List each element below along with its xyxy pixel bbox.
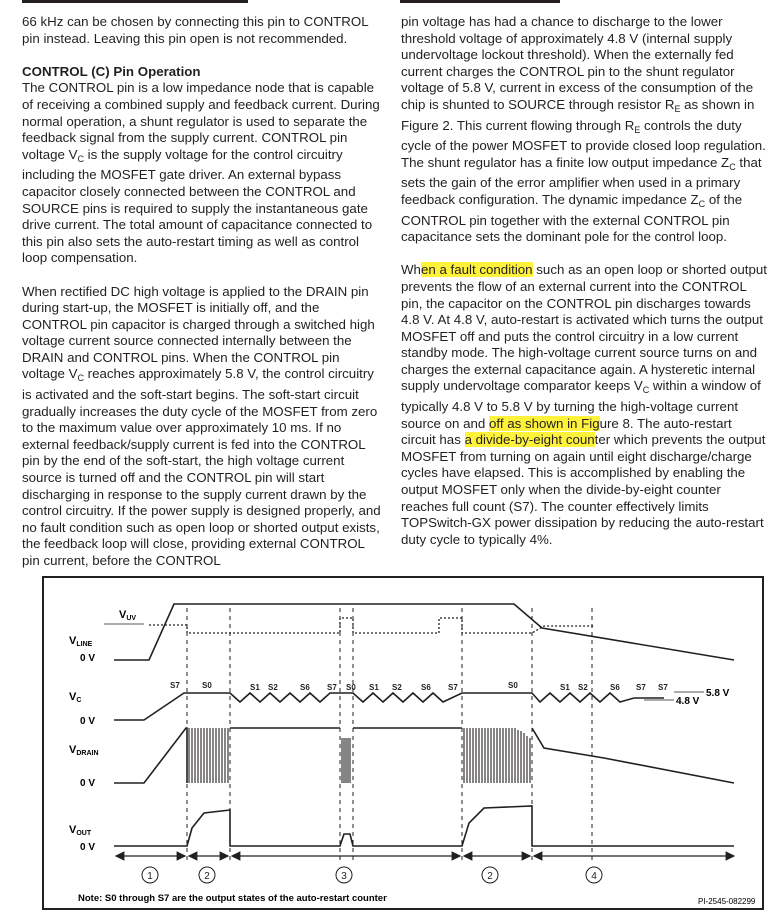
state-label: S0 bbox=[508, 681, 518, 690]
figure-note: Note: S0 through S7 are the output states of the auto-restart counter bbox=[78, 893, 387, 904]
figure-code: PI-2545-082299 bbox=[698, 897, 756, 906]
state-label: S2 bbox=[392, 683, 402, 692]
v48-label: 4.8 V bbox=[676, 696, 700, 707]
top-rule-right bbox=[400, 0, 560, 3]
vc-trace bbox=[114, 693, 664, 720]
left-column bbox=[22, 14, 384, 570]
state-label: S6 bbox=[421, 683, 431, 692]
section-heading: CONTROL (C) Pin Operation bbox=[22, 63, 201, 79]
startup-paragraph: When rectified DC high voltage is applied to the DRAIN pin during start-up, the MOSFET is initially off, and the CONTROL pin capacitor is charged through a switched high voltage current source connected internally between the DRAIN and CONTROL pins. When the CONTROL pin voltage $V_C$ reaches approximately 5.8 V, the control circuitry is activated and the soft-start begins. The soft-start circuit gradually increases the duty cycle of the MOSFET from zero to the maximum value over approximately 10 ms. If no external feedback/supply current is fed into the CONTROL pin by the end of the soft-start, the high voltage current source is turned off and the CONTROL pin will start discharging in response to the supply current drawn by the control circuitry. If the power supply is designed properly, and no fault condition such as open loop or shorted output exists, the feedback loop will close, providing external CONTROL pin current, before the CONTROL bbox=[22, 283, 381, 568]
phase-label: 3 bbox=[341, 871, 347, 882]
phase-label: 4 bbox=[591, 871, 597, 882]
state-label: S7 bbox=[448, 683, 458, 692]
state-label: S1 bbox=[369, 683, 379, 692]
phase-label: 2 bbox=[204, 871, 210, 882]
right-column bbox=[401, 14, 767, 548]
control-pin-paragraph: The CONTROL pin is a low impedance node that is capable of receiving a combined supply and feedback current. During normal operation, a shunt regulator is used to separate the feedback signal from the supply current. CONTROL pin voltage $V_C$ is the supply voltage for the control circuitry including the MOSFET gate driver. An external bypass capacitor closely connected between the CONTROL and SOURCE pins is required to supply the instantaneous gate drive current. The total amount of capacitance connected to this pin also sets the auto-restart timing as well as control loop compensation. bbox=[22, 80, 380, 266]
state-label: S6 bbox=[300, 683, 310, 692]
state-label: S7 bbox=[170, 681, 180, 690]
top-rule-left bbox=[22, 0, 248, 3]
state-label: S2 bbox=[578, 683, 588, 692]
vout-zero: 0 V bbox=[80, 842, 96, 853]
vuv-label: VUV bbox=[119, 609, 137, 622]
vuv-trace bbox=[149, 618, 594, 633]
phase-circles bbox=[142, 867, 602, 883]
counter-states bbox=[170, 681, 668, 692]
vc-label: VC bbox=[69, 691, 82, 704]
highlight-figure-ref: off as shown in Fig bbox=[488, 415, 600, 431]
state-label: S7 bbox=[636, 683, 646, 692]
state-label: S0 bbox=[202, 681, 212, 690]
state-label: S0 bbox=[346, 683, 356, 692]
state-label: S7 bbox=[327, 683, 337, 692]
highlight-fault: en a fault condition bbox=[420, 262, 533, 278]
vout-label: VOUT bbox=[69, 824, 92, 837]
vdrain-zero: 0 V bbox=[80, 778, 96, 789]
vout-trace bbox=[114, 806, 734, 846]
vline-label: VLINE bbox=[69, 635, 93, 648]
vdrain-label: VDRAIN bbox=[69, 744, 99, 757]
state-label: S6 bbox=[610, 683, 620, 692]
vline-trace bbox=[114, 604, 734, 660]
highlight-counter: a divide-by-eight coun bbox=[464, 432, 595, 448]
intro-paragraph: 66 kHz can be chosen by connecting this pin to CONTROL pin instead. Leaving this pin open is not recommended. bbox=[22, 14, 369, 46]
vdrain-switching bbox=[189, 728, 530, 783]
phase-label: 1 bbox=[147, 871, 153, 882]
state-label: S7 bbox=[658, 683, 668, 692]
vline-zero: 0 V bbox=[80, 653, 96, 664]
vc-zero: 0 V bbox=[80, 716, 96, 727]
phase-label: 2 bbox=[487, 871, 493, 882]
state-label: S1 bbox=[560, 683, 570, 692]
v58-label: 5.8 V bbox=[706, 688, 730, 699]
state-label: S2 bbox=[268, 683, 278, 692]
state-label: S1 bbox=[250, 683, 260, 692]
auto-restart-paragraph: When a fault condition such as an open loop or shorted output prevents the flow of an external current into the CONTROL pin, the capacitor on the CONTROL pin discharges towards 4.8 V. At 4.8 V, auto-restart is activated which turns the output MOSFET off and puts the control circuitry in a low current standby mode. The high-voltage current source turns on and charges the external capacitance again. A hysteretic internal supply undervoltage comparator keeps $V_C$ within a window of typically 4.8 V to 5.8 V by turning the high-voltage current source on and off as shown in Figure 8. The auto-restart circuit has a divide-by-eight counter which prevents the output MOSFET from turning on again until eight discharge/charge cycles have elapsed. This is accomplished by enabling the output MOSFET only when the divide-by-eight counter reaches full count (S7). The counter effectively limits TOPSwitch-GX power dissipation by reducing the auto-restart duty cycle to typically 4%. bbox=[401, 262, 767, 547]
regulation-paragraph: pin voltage has had a chance to discharge to the lower threshold voltage of approximately 4.8 V (internal supply undervoltage lockout threshold). When the externally fed current charges the CONTROL pin to the shunt regulator voltage of 5.8 V, current in excess of the consumption of the chip is shunted to SOURCE through resistor $R_E$ as shown in Figure 2. This current flowing through $R_E$ controls the duty cycle of the power MOSFET to provide closed loop regulation. The shunt regulator has a finite low output impedance $Z_C$ that sets the gain of the error amplifier when used in a primary feedback configuration. The dynamic impedance $Z_C$ of the CONTROL pin together with the external CONTROL pin capacitance sets the dominant pole for the control loop. bbox=[401, 14, 766, 245]
timing-diagram bbox=[44, 578, 762, 908]
timing-diagram-figure bbox=[42, 576, 764, 910]
